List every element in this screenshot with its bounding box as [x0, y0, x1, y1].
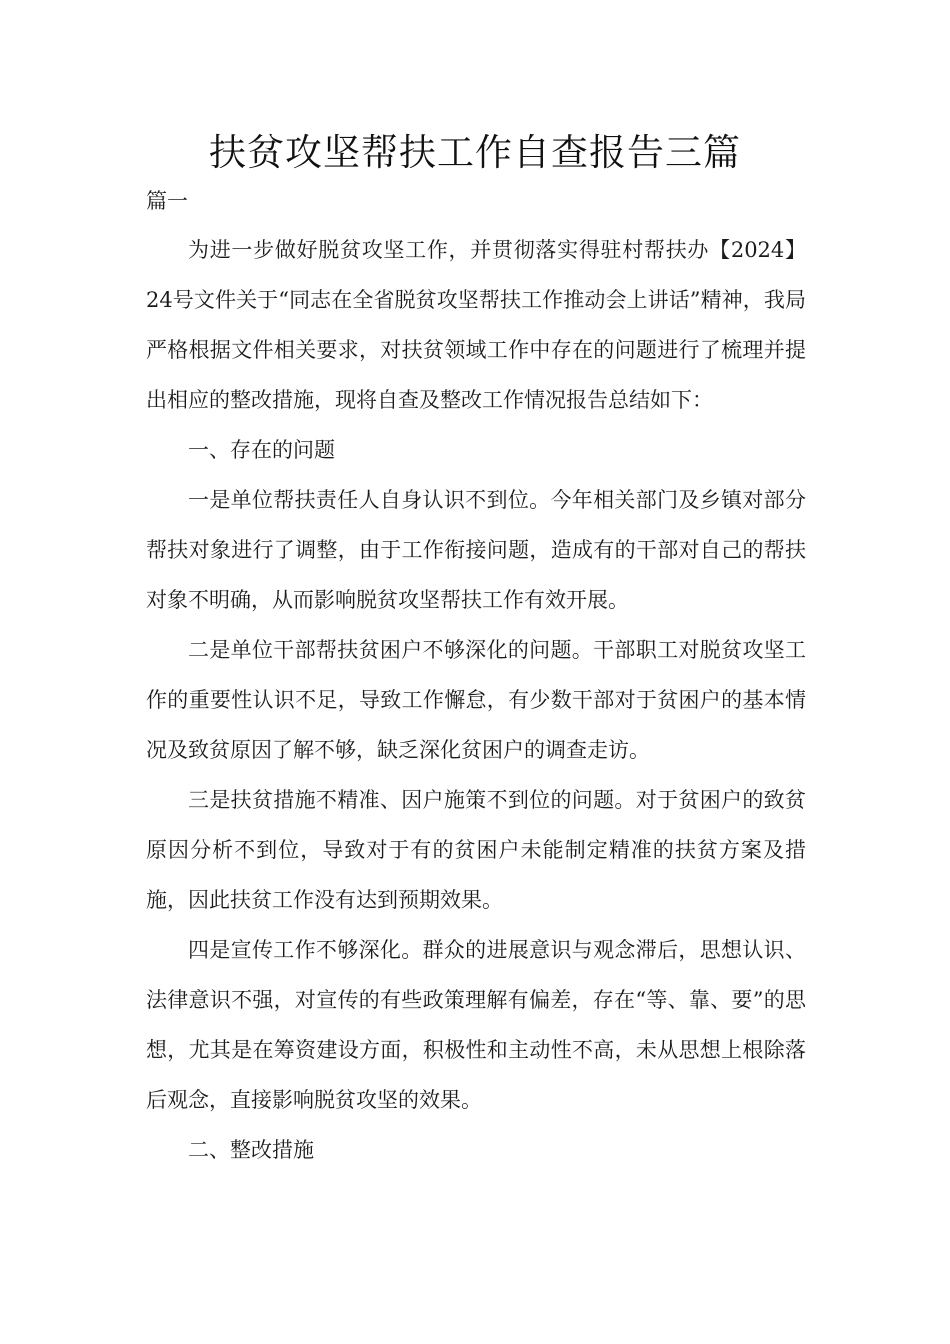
intro-paragraph: 为进一步做好脱贫攻坚工作，并贯彻落实得驻村帮扶办【2024】24号文件关于“同志在全省脱贫攻坚帮扶工作推动会上讲话”精神，我局严格根据文件相关要求，对扶贫领域工作中存在的问题进行了梳理并提出相应的整改措施，现将自查及整改工作情况报告总结如下： [146, 238, 806, 412]
document-title: 扶贫攻坚帮扶工作自查报告三篇 [209, 131, 741, 174]
problem-paragraph-4: 四是宣传工作不够深化。群众的进展意识与观念滞后，思想认识、法律意识不强，对宣传的有些政策理解有偏差，存在“等、靠、要”的思想，尤其是在筹资建设方面，积极性和主动性不高，未从思想上根除落后观念，直接影响脱贫攻坚的效果。 [146, 938, 806, 1112]
section-heading-problems: 一、存在的问题 [188, 438, 335, 462]
document-body [146, 225, 806, 1175]
part-label: 篇一 [146, 189, 188, 213]
problem-paragraph-2: 二是单位干部帮扶贫困户不够深化的问题。干部职工对脱贫攻坚工作的重要性认识不足，导致工作懈怠，有少数干部对于贫困户的基本情况及致贫原因了解不够，缺乏深化贫困户的调查走访。 [146, 638, 806, 762]
problem-paragraph-3: 三是扶贫措施不精准、因户施策不到位的问题。对于贫困户的致贫原因分析不到位，导致对于有的贫困户未能制定精准的扶贫方案及措施，因此扶贫工作没有达到预期效果。 [146, 788, 806, 912]
problem-paragraph-1: 一是单位帮扶责任人自身认识不到位。今年相关部门及乡镇对部分帮扶对象进行了调整，由于工作衔接问题，造成有的干部对自己的帮扶对象不明确，从而影响脱贫攻坚帮扶工作有效开展。 [146, 488, 806, 612]
section-heading-measures: 二、整改措施 [188, 1138, 314, 1162]
